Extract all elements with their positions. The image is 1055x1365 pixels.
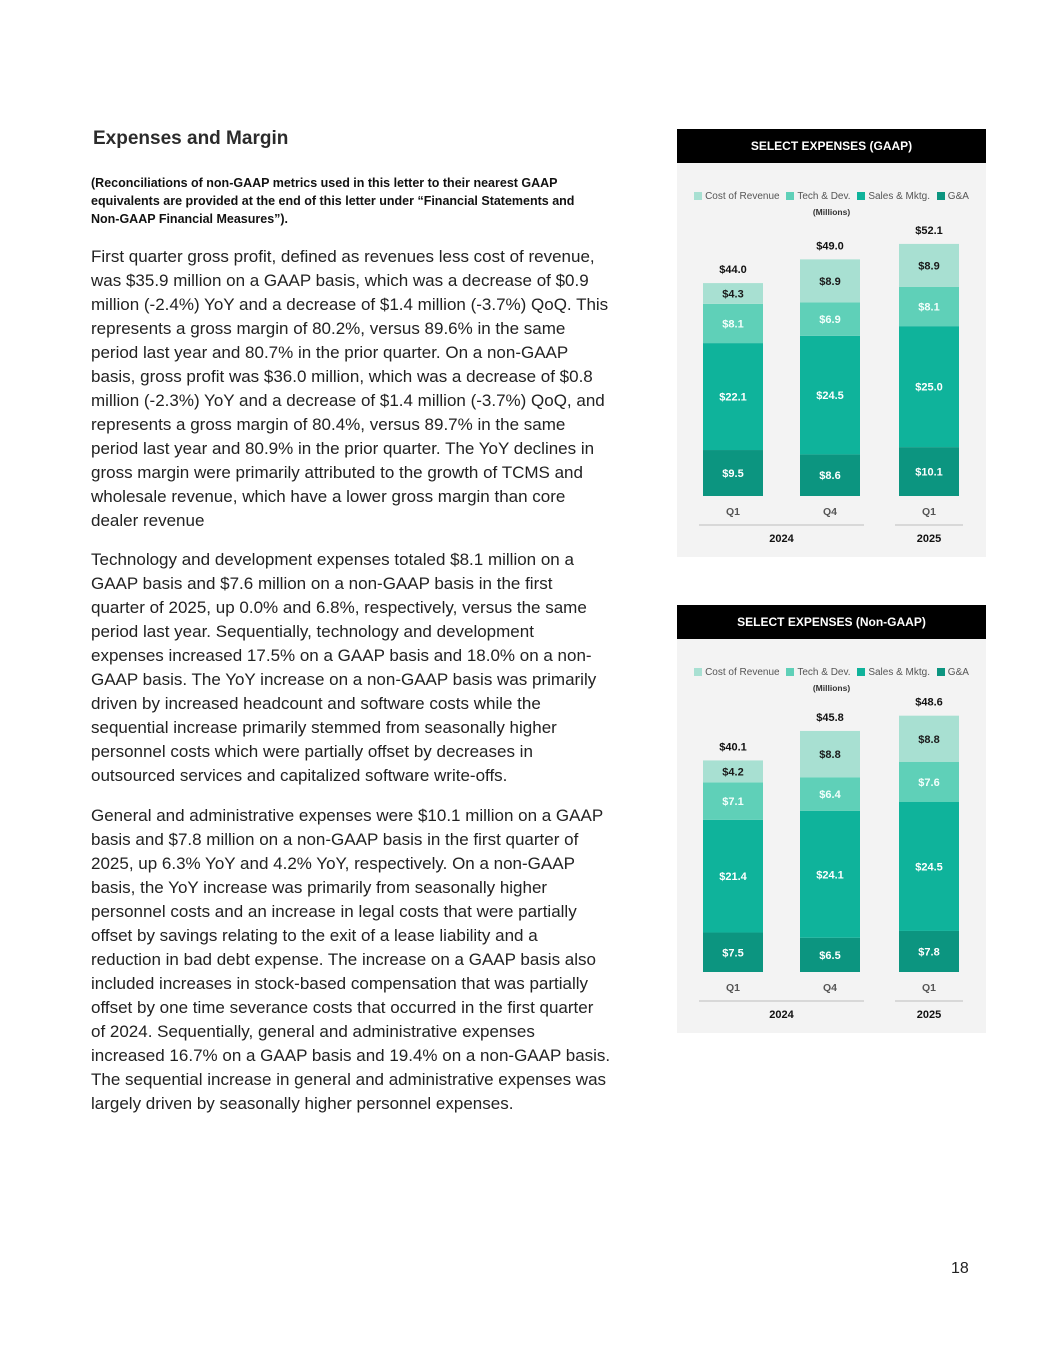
data-label-cost-of-revenue: $4.3	[722, 288, 744, 301]
data-label-sales-and-mktg: $21.4	[719, 871, 747, 884]
legend-label: Tech & Dev.	[797, 667, 851, 678]
legend-label: Sales & Mktg.	[868, 191, 931, 202]
g-and-a-paragraph: General and administrative expenses were $10.1 million on a GAAP basis and $7.8 million on a non-GAAP basis in the first quarter of 2025, up 6.3% YoY and 4.2% YoY, respectively. On a non-GAAP basis, the YoY increase was primarily from seasonally higher personnel costs and an increase in legal costs that were partially offset by savings relating to the exit of a lease liability and a reduction in bad debt expense. The increase on a GAAP basis also included increases in stock-based compensation that was partially offset by one time severance costs that occurred in the first quarter of 2024. Sequentially, general and administrative expenses increased 16.7% on a GAAP basis and 19.4% on a non-GAAP basis. The sequential increase in general and administrative expenses was largely driven by seasonally higher personnel expenses.	[91, 806, 611, 1113]
year-group-label: 2025	[916, 1009, 942, 1021]
page-number: 18	[951, 1260, 969, 1277]
data-label-tech-and-dev: $8.1	[918, 301, 940, 314]
gaap-stacked-bar-chart	[677, 129, 986, 557]
data-label-sales-and-mktg: $24.5	[915, 861, 943, 874]
chart-title: SELECT EXPENSES (Non-GAAP)	[677, 605, 986, 639]
data-label-cost-of-revenue: $8.9	[819, 275, 841, 288]
x-tick-label: Q1	[725, 506, 741, 518]
data-label-cost-of-revenue: $8.8	[918, 733, 940, 746]
legend-label: Sales & Mktg.	[868, 667, 931, 678]
data-label-ganda: $7.5	[722, 947, 744, 960]
x-tick-label: Q1	[921, 982, 937, 994]
x-tick-label: Q4	[822, 982, 838, 994]
data-label-cost-of-revenue: $8.8	[819, 749, 841, 762]
total-label: $49.0	[816, 240, 844, 253]
data-label-tech-and-dev: $8.1	[722, 318, 744, 331]
data-label-ganda: $7.8	[918, 946, 940, 959]
x-tick-label: Q1	[725, 982, 741, 994]
data-label-sales-and-mktg: $25.0	[915, 381, 943, 394]
data-label-sales-and-mktg: $24.5	[816, 390, 844, 403]
total-label: $40.1	[719, 741, 747, 754]
chart-units: (Millions)	[812, 683, 851, 693]
total-label: $45.8	[816, 711, 844, 724]
year-group-label: 2025	[916, 533, 942, 545]
reconciliation-note: (Reconciliations of non-GAAP metrics used in this letter to their nearest GAAP equivalents are provided at the end of this letter under “Financial Statements and Non-GAAP Financial Measures”).	[91, 176, 575, 226]
gaap-expenses-chart-panel	[677, 129, 986, 557]
data-label-cost-of-revenue: $8.9	[918, 260, 940, 273]
legend-label: G&A	[947, 191, 969, 202]
nongaap-stacked-bar-chart	[677, 605, 986, 1033]
legend-label: Cost of Revenue	[705, 667, 780, 678]
data-label-tech-and-dev: $6.4	[819, 789, 841, 802]
total-label: $48.6	[915, 696, 943, 709]
year-group-label: 2024	[769, 533, 794, 545]
gross-profit-paragraph: First quarter gross profit, defined as revenues less cost of revenue, was $35.9 million on a GAAP basis, which was a decrease of $0.9 million (-2.4%) YoY and a decrease of $1.4 million (-3.7%) QoQ. This represents a gross margin of 80.2%, versus 89.6% in the same period last year and 80.7% in the prior quarter. On a non-GAAP basis, gross profit was $36.0 million, which was a decrease of $0.8 million (-2.3%) YoY and a decrease of $1.4 million (-3.7%) QoQ, and represents a gross margin of 80.4%, versus 89.7% in the same period last year and 80.9% in the prior quarter. The YoY declines in gross margin were primarily attributed to the growth of TCMS and wholesale revenue, which have a lower gross margin than core dealer revenue	[91, 247, 609, 530]
data-label-ganda: $9.5	[722, 468, 744, 481]
year-group-label: 2024	[769, 1009, 794, 1021]
total-label: $52.1	[915, 224, 943, 237]
data-label-tech-and-dev: $6.9	[819, 314, 841, 327]
data-label-tech-and-dev: $7.6	[918, 777, 940, 789]
legend-label: Tech & Dev.	[797, 191, 851, 202]
data-label-sales-and-mktg: $22.1	[719, 391, 747, 404]
data-label-ganda: $8.6	[819, 470, 841, 483]
legend-label: Cost of Revenue	[705, 191, 780, 202]
legend-label: G&A	[947, 667, 969, 678]
data-label-sales-and-mktg: $24.1	[816, 869, 844, 882]
total-label: $44.0	[719, 264, 747, 277]
chart-units: (Millions)	[812, 207, 851, 217]
data-label-tech-and-dev: $7.1	[722, 796, 744, 809]
x-tick-label: Q1	[921, 506, 937, 518]
data-label-cost-of-revenue: $4.2	[722, 766, 744, 779]
x-tick-label: Q4	[822, 506, 838, 518]
nongaap-expenses-chart-panel	[677, 605, 986, 1033]
data-label-ganda: $10.1	[915, 466, 943, 479]
data-label-ganda: $6.5	[819, 949, 841, 962]
section-heading: Expenses and Margin	[93, 128, 289, 149]
tech-dev-paragraph: Technology and development expenses totaled $8.1 million on a GAAP basis and $7.6 million on a non-GAAP basis in the first quarter of 2025, up 0.0% and 6.8%, respectively, versus the same period last year. Sequentially, technology and development expenses increased 17.5% on a GAAP basis and 18.0% on a non-GAAP basis. The YoY increase on a non-GAAP basis was primarily driven by increased headcount and software costs while the sequential increase primarily stemmed from seasonally higher personnel costs which were partially offset by decreases in outsourced services and capitalized software write-offs.	[91, 550, 597, 785]
chart-title: SELECT EXPENSES (GAAP)	[677, 129, 986, 163]
